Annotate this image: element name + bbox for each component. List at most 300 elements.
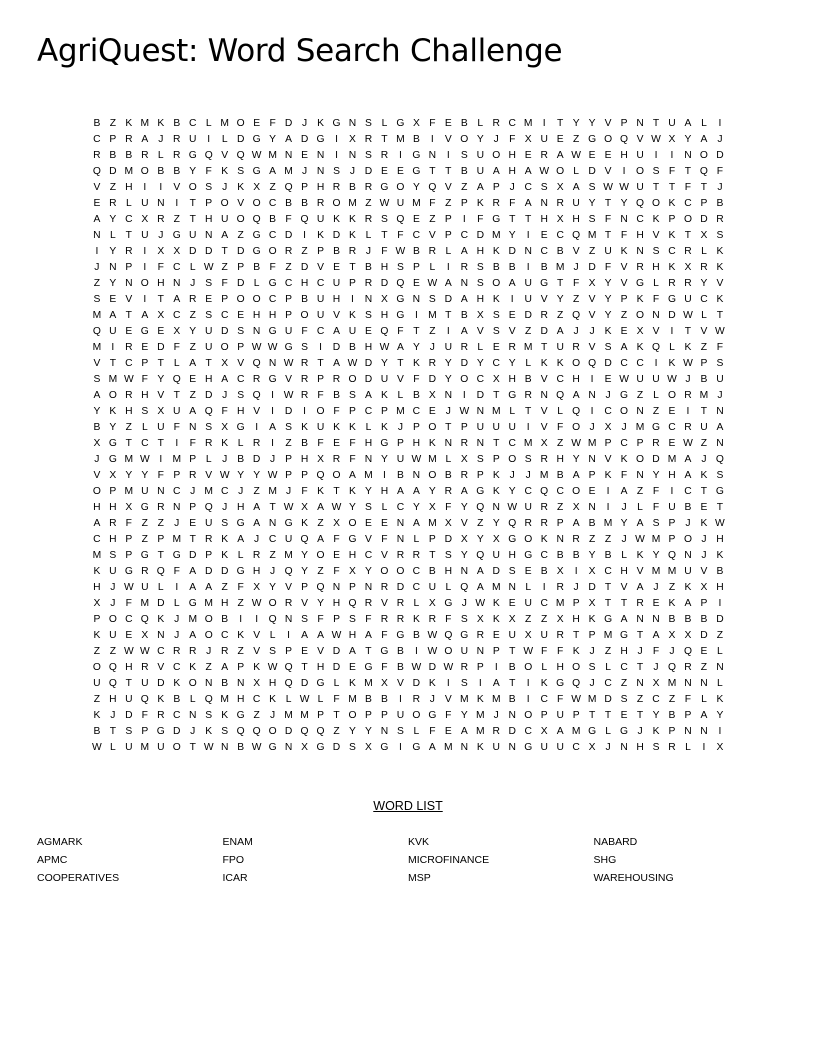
grid-letter: M <box>587 230 597 241</box>
grid-letter: Y <box>588 118 596 129</box>
grid-letter: P <box>556 518 564 529</box>
grid-letter: R <box>157 710 165 721</box>
grid-letter: K <box>157 614 165 625</box>
grid-letter: D <box>524 310 533 321</box>
grid-letter: G <box>188 598 197 609</box>
grid-letter: L <box>621 550 628 561</box>
grid-letter: H <box>364 438 373 449</box>
grid-letter: M <box>635 422 645 433</box>
grid-letter: F <box>189 438 197 449</box>
grid-letter: D <box>204 390 213 401</box>
grid-letter: B <box>396 470 405 481</box>
grid-letter: E <box>333 438 341 449</box>
grid-letter: M <box>523 438 533 449</box>
grid-letter: Z <box>588 534 596 545</box>
grid-letter: R <box>332 182 341 193</box>
grid-letter: Z <box>269 550 276 561</box>
grid-letter: W <box>523 646 534 657</box>
grid-letter: P <box>700 358 708 369</box>
grid-letter: K <box>668 230 676 241</box>
grid-letter: R <box>700 262 708 273</box>
grid-letter: U <box>204 518 213 529</box>
grid-letter: I <box>446 326 450 337</box>
grid-letter: D <box>604 694 612 705</box>
grid-letter: E <box>412 214 421 225</box>
grid-letter: N <box>460 278 469 289</box>
grid-letter: Q <box>236 150 245 161</box>
grid-letter: I <box>462 214 466 225</box>
grid-letter: Y <box>253 470 261 481</box>
grid-letter: T <box>221 246 229 257</box>
grid-letter: F <box>141 374 149 385</box>
grid-letter: R <box>460 662 469 673</box>
grid-letter: B <box>109 150 117 161</box>
grid-letter: S <box>460 614 468 625</box>
grid-letter: D <box>252 454 261 465</box>
grid-letter: C <box>540 550 549 561</box>
grid-letter: F <box>285 214 292 225</box>
grid-letter: K <box>604 470 612 481</box>
grid-letter: Q <box>300 534 309 545</box>
grid-letter: H <box>125 662 133 673</box>
grid-letter: A <box>620 342 628 353</box>
grid-letter: C <box>684 198 692 209</box>
grid-letter: L <box>669 342 676 353</box>
grid-letter: I <box>526 230 530 241</box>
grid-letter: S <box>93 294 101 305</box>
grid-letter: K <box>349 214 357 225</box>
grid-letter: C <box>540 694 549 705</box>
grid-letter: H <box>109 534 117 545</box>
grid-letter: A <box>556 326 564 337</box>
grid-letter: B <box>333 246 341 257</box>
grid-letter: G <box>236 566 245 577</box>
grid-letter: I <box>143 246 147 257</box>
grid-letter: N <box>173 502 181 513</box>
grid-letter: H <box>252 566 261 577</box>
grid-letter: B <box>157 166 165 177</box>
grid-letter: U <box>332 278 341 289</box>
grid-letter: A <box>269 422 277 433</box>
grid-letter: H <box>380 310 389 321</box>
grid-letter: P <box>668 214 676 225</box>
grid-letter: N <box>236 678 245 689</box>
grid-letter: B <box>365 262 373 273</box>
grid-letter: J <box>94 262 100 273</box>
grid-letter: R <box>141 150 149 161</box>
grid-letter: J <box>605 742 611 753</box>
grid-letter: R <box>492 726 501 737</box>
grid-letter: T <box>157 550 165 561</box>
grid-letter: A <box>636 582 644 593</box>
grid-letter: W <box>443 662 454 673</box>
grid-letter: C <box>173 710 181 721</box>
grid-letter: J <box>158 134 164 145</box>
grid-letter: A <box>556 150 564 161</box>
grid-letter: C <box>173 310 181 321</box>
grid-letter: G <box>316 134 325 145</box>
grid-letter: X <box>556 182 564 193</box>
grid-letter: B <box>556 470 564 481</box>
grid-letter: P <box>125 534 133 545</box>
grid-letter: C <box>125 358 133 369</box>
grid-letter: N <box>364 294 373 305</box>
grid-letter: H <box>508 150 517 161</box>
grid-letter: Q <box>428 182 437 193</box>
grid-letter: F <box>173 342 181 353</box>
grid-letter: B <box>540 566 548 577</box>
grid-letter: Q <box>284 662 293 673</box>
grid-letter: G <box>588 134 597 145</box>
grid-letter: B <box>349 182 357 193</box>
grid-letter: E <box>620 710 628 721</box>
grid-letter: P <box>668 518 676 529</box>
grid-letter: K <box>636 342 644 353</box>
grid-letter: C <box>556 230 565 241</box>
grid-letter: G <box>316 678 325 689</box>
grid-letter: A <box>333 326 341 337</box>
grid-letter: K <box>317 118 325 129</box>
grid-letter: X <box>428 390 436 401</box>
grid-letter: Z <box>125 422 133 433</box>
grid-letter: H <box>141 390 149 401</box>
grid-letter: L <box>317 694 324 705</box>
grid-letter: P <box>460 198 468 209</box>
grid-letter: I <box>446 150 450 161</box>
grid-letter: R <box>189 646 197 657</box>
grid-letter: X <box>333 518 341 529</box>
grid-letter: R <box>364 598 373 609</box>
grid-letter: J <box>445 406 452 417</box>
grid-letter: M <box>651 534 661 545</box>
grid-letter: L <box>685 742 692 753</box>
grid-letter: K <box>716 694 724 705</box>
grid-letter: K <box>652 214 660 225</box>
grid-letter: Z <box>205 662 213 673</box>
grid-letter: G <box>412 166 421 177</box>
grid-letter: L <box>701 246 707 257</box>
grid-letter: P <box>285 470 293 481</box>
grid-letter: X <box>636 326 644 337</box>
grid-letter: T <box>636 710 644 721</box>
grid-letter: P <box>476 662 484 673</box>
grid-letter: N <box>636 118 644 129</box>
grid-letter: D <box>476 230 485 241</box>
grid-letter: H <box>93 502 101 513</box>
grid-letter: H <box>620 150 628 161</box>
grid-letter: J <box>429 342 436 353</box>
grid-letter: I <box>622 166 626 177</box>
grid-letter: A <box>173 294 181 305</box>
grid-letter: V <box>540 406 548 417</box>
grid-letter: D <box>236 246 245 257</box>
grid-letter: O <box>268 246 277 257</box>
grid-letter: M <box>220 694 230 705</box>
grid-letter: L <box>141 422 148 433</box>
grid-letter: Y <box>237 470 245 481</box>
grid-letter: N <box>412 470 421 481</box>
grid-letter: O <box>204 630 213 641</box>
grid-letter: B <box>301 198 309 209</box>
grid-letter: Z <box>557 438 564 449</box>
grid-letter: Z <box>668 582 676 593</box>
grid-letter: N <box>189 710 197 721</box>
grid-letter: I <box>175 438 179 449</box>
grid-letter: S <box>604 342 612 353</box>
grid-letter: X <box>301 502 309 513</box>
grid-letter: J <box>717 182 723 193</box>
grid-letter: J <box>286 486 292 497</box>
grid-letter: U <box>556 710 565 721</box>
grid-letter: K <box>317 230 325 241</box>
grid-letter: H <box>572 614 581 625</box>
grid-letter: S <box>652 246 660 257</box>
grid-letter: A <box>492 678 500 689</box>
grid-letter: Q <box>300 726 309 737</box>
grid-letter: V <box>253 406 261 417</box>
grid-letter: O <box>572 486 581 497</box>
grid-letter: O <box>332 198 341 209</box>
grid-letter: N <box>444 390 453 401</box>
grid-letter: S <box>588 662 596 673</box>
grid-letter: T <box>397 358 404 369</box>
grid-letter: Q <box>284 182 293 193</box>
grid-letter: F <box>620 470 628 481</box>
grid-letter: H <box>508 166 517 177</box>
grid-letter: N <box>684 678 692 689</box>
grid-letter: F <box>349 438 356 449</box>
grid-letter: L <box>717 678 723 689</box>
grid-letter: F <box>429 726 436 737</box>
grid-letter: Y <box>700 278 708 289</box>
grid-letter: U <box>316 422 325 433</box>
grid-letter: B <box>684 502 692 513</box>
grid-letter: D <box>220 566 229 577</box>
grid-letter: E <box>189 518 197 529</box>
grid-letter: T <box>269 502 276 513</box>
word-list-item: NABARD <box>593 836 638 848</box>
grid-letter: M <box>364 678 373 689</box>
grid-letter: I <box>590 406 594 417</box>
grid-letter: F <box>221 406 229 417</box>
grid-letter: T <box>716 310 724 321</box>
grid-letter: D <box>284 230 293 241</box>
grid-letter: J <box>493 710 500 721</box>
grid-letter: Z <box>109 118 117 129</box>
grid-letter: X <box>157 406 165 417</box>
grid-letter: T <box>525 406 532 417</box>
grid-letter: F <box>301 486 308 497</box>
grid-letter: E <box>492 630 500 641</box>
grid-letter: X <box>380 678 389 689</box>
grid-letter: M <box>124 486 134 497</box>
grid-letter: Z <box>557 502 564 513</box>
grid-letter: X <box>173 246 181 257</box>
grid-letter: T <box>317 358 324 369</box>
grid-letter: A <box>317 630 325 641</box>
grid-letter: T <box>413 326 420 337</box>
grid-letter: J <box>589 646 595 657</box>
grid-letter: I <box>159 454 163 465</box>
grid-letter: H <box>412 438 421 449</box>
grid-letter: L <box>525 358 532 369</box>
grid-letter: C <box>268 294 277 305</box>
grid-letter: I <box>255 422 259 433</box>
grid-letter: T <box>493 438 500 449</box>
grid-letter: I <box>718 118 722 129</box>
grid-letter: F <box>620 230 628 241</box>
grid-letter: B <box>173 166 181 177</box>
grid-letter: R <box>684 662 692 673</box>
grid-letter: K <box>253 662 261 673</box>
grid-letter: Z <box>636 694 644 705</box>
grid-letter: E <box>380 518 389 529</box>
grid-letter: H <box>348 550 357 561</box>
grid-letter: I <box>414 646 419 657</box>
grid-letter: Y <box>380 358 389 369</box>
grid-letter: F <box>237 582 244 593</box>
grid-letter: C <box>556 486 565 497</box>
grid-letter: G <box>236 518 245 529</box>
grid-letter: O <box>572 662 581 673</box>
grid-letter: M <box>268 150 278 161</box>
grid-letter: U <box>125 742 133 753</box>
grid-letter: N <box>428 150 437 161</box>
grid-letter: D <box>189 550 197 561</box>
grid-letter: Y <box>380 454 389 465</box>
grid-letter: U <box>141 678 149 689</box>
grid-letter: L <box>189 694 196 705</box>
grid-letter: W <box>683 358 694 369</box>
grid-letter: P <box>285 646 293 657</box>
grid-letter: L <box>525 582 532 593</box>
grid-letter: T <box>604 198 612 209</box>
grid-letter: O <box>699 150 709 161</box>
grid-letter: J <box>685 518 691 529</box>
grid-letter: O <box>220 198 229 209</box>
grid-letter: C <box>620 358 628 369</box>
grid-letter: C <box>668 246 676 257</box>
grid-letter: Q <box>380 326 389 337</box>
grid-letter: A <box>205 582 213 593</box>
grid-letter: R <box>492 118 501 129</box>
grid-letter: K <box>125 118 133 129</box>
grid-letter: K <box>540 358 548 369</box>
grid-letter: I <box>351 294 355 305</box>
grid-letter: E <box>556 134 564 145</box>
grid-letter: F <box>604 214 612 225</box>
grid-letter: K <box>157 694 165 705</box>
grid-letter: U <box>716 374 724 385</box>
grid-letter: R <box>364 134 373 145</box>
grid-letter: Z <box>461 182 468 193</box>
grid-letter: M <box>571 726 581 737</box>
grid-letter: W <box>267 662 278 673</box>
grid-letter: Q <box>476 502 485 513</box>
grid-letter: V <box>93 358 101 369</box>
grid-letter: Q <box>620 134 629 145</box>
grid-letter: K <box>173 678 181 689</box>
grid-letter: N <box>588 502 597 513</box>
grid-letter: L <box>221 134 228 145</box>
grid-letter: F <box>541 646 548 657</box>
grid-letter: V <box>636 134 644 145</box>
grid-letter: T <box>541 342 548 353</box>
grid-letter: M <box>491 406 501 417</box>
grid-letter: I <box>526 678 530 689</box>
grid-letter: S <box>365 502 373 513</box>
grid-letter: F <box>429 198 436 209</box>
grid-letter: M <box>140 742 150 753</box>
grid-letter: M <box>428 518 437 529</box>
grid-letter: E <box>349 662 357 673</box>
grid-letter: M <box>651 566 661 577</box>
grid-letter: D <box>364 374 373 385</box>
grid-letter: R <box>556 630 565 641</box>
grid-letter: H <box>157 278 165 289</box>
grid-letter: M <box>428 454 437 465</box>
grid-letter: L <box>381 118 388 129</box>
grid-letter: B <box>396 646 405 657</box>
grid-letter: G <box>508 534 517 545</box>
grid-letter: H <box>220 598 229 609</box>
grid-letter: X <box>301 742 309 753</box>
grid-letter: E <box>444 726 452 737</box>
grid-letter: X <box>365 742 373 753</box>
grid-letter: D <box>476 390 485 401</box>
grid-letter: K <box>205 726 213 737</box>
grid-letter: N <box>508 710 517 721</box>
grid-letter: F <box>141 710 149 721</box>
grid-letter: X <box>428 502 436 513</box>
grid-letter: C <box>508 438 517 449</box>
grid-letter: E <box>333 550 341 561</box>
grid-letter: D <box>588 166 597 177</box>
grid-letter: C <box>220 486 229 497</box>
grid-letter: D <box>508 726 517 737</box>
grid-letter: J <box>509 182 515 193</box>
grid-letter: X <box>125 502 133 513</box>
grid-letter: I <box>143 294 147 305</box>
grid-letter: B <box>173 118 181 129</box>
grid-letter: X <box>476 310 484 321</box>
grid-letter: P <box>301 582 309 593</box>
grid-letter: Q <box>236 726 245 737</box>
grid-letter: Y <box>93 406 101 417</box>
grid-letter: X <box>588 598 596 609</box>
grid-letter: U <box>157 742 165 753</box>
grid-letter: L <box>509 406 516 417</box>
grid-letter: C <box>620 438 628 449</box>
grid-letter: G <box>652 422 661 433</box>
grid-letter: T <box>588 710 596 721</box>
grid-letter: T <box>572 630 580 641</box>
grid-letter: L <box>573 166 580 177</box>
grid-letter: N <box>125 278 133 289</box>
grid-letter: Z <box>253 710 260 721</box>
grid-letter: J <box>653 582 659 593</box>
grid-letter: D <box>716 614 724 625</box>
grid-letter: Y <box>460 502 468 513</box>
grid-letter: X <box>221 422 229 433</box>
grid-letter: T <box>493 390 500 401</box>
grid-letter: V <box>620 262 628 273</box>
grid-letter: N <box>284 742 293 753</box>
grid-letter: P <box>221 294 229 305</box>
grid-letter: W <box>251 742 262 753</box>
grid-letter: X <box>588 278 596 289</box>
grid-letter: C <box>125 614 133 625</box>
